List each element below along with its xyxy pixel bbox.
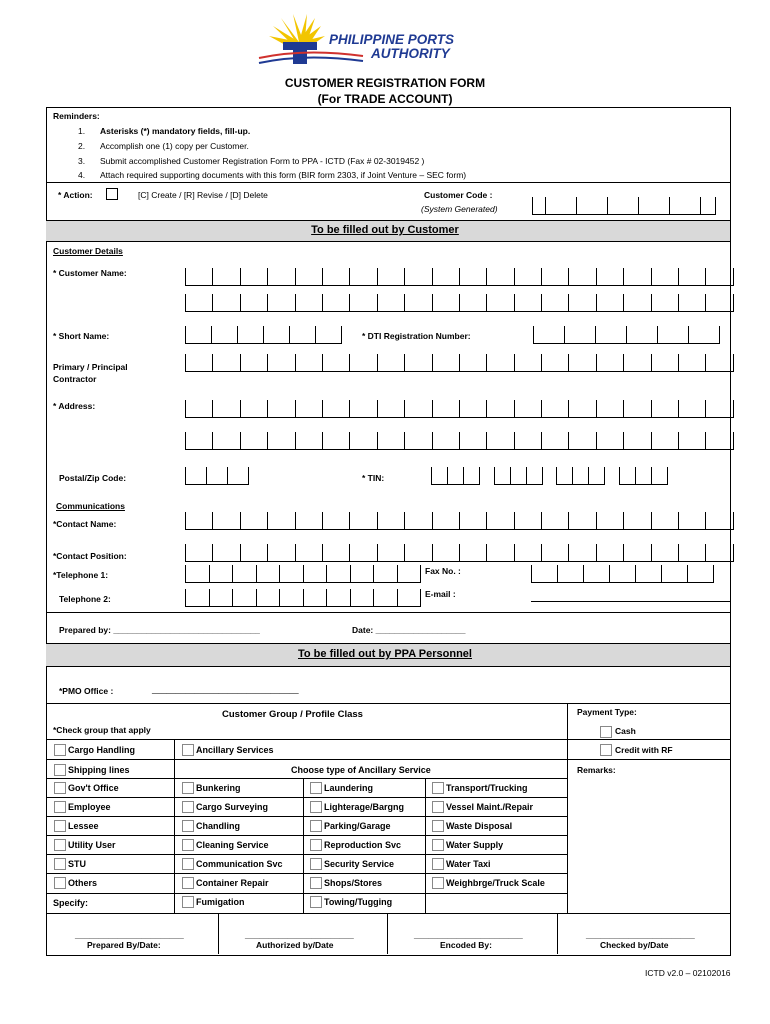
service-option-label: Reproduction Svc: [324, 840, 402, 850]
sig-line: _______________________: [75, 929, 184, 939]
telephone1-boxes[interactable]: [185, 565, 421, 583]
fax-boxes[interactable]: [531, 565, 714, 583]
service-option-checkbox[interactable]: [182, 801, 194, 813]
contact-position-label: *Contact Position:: [53, 551, 127, 561]
service-option-checkbox[interactable]: [432, 839, 444, 851]
tin-boxes-1[interactable]: [431, 467, 480, 485]
service-option-checkbox[interactable]: [432, 820, 444, 832]
ancillary-checkbox[interactable]: [182, 744, 194, 756]
grid-line: [218, 913, 219, 954]
ppa-banner-title: To be filled out by PPA Personnel: [298, 648, 472, 660]
reminder-text: Asterisks (*) mandatory fields, fill-up.: [100, 126, 251, 136]
pmo-label: *PMO Office :: [59, 686, 114, 696]
fax-label: Fax No. :: [425, 566, 461, 576]
short-name-label: * Short Name:: [53, 331, 110, 341]
cargo-handling-checkbox[interactable]: [54, 744, 66, 756]
contact-name-label: *Contact Name:: [53, 519, 117, 529]
address-label: * Address:: [53, 401, 96, 411]
tin-boxes-2[interactable]: [494, 467, 543, 485]
grid-line: [46, 759, 567, 760]
group-option-label: STU: [68, 859, 86, 869]
prepared-by-sig: Prepared By/Date:: [87, 940, 161, 950]
form-subtitle: (For TRADE ACCOUNT): [317, 92, 453, 106]
telephone1-label: *Telephone 1:: [53, 570, 109, 580]
check-group-label: *Check group that apply: [53, 725, 151, 735]
service-option-checkbox[interactable]: [310, 801, 322, 813]
sig-line: _______________________: [586, 929, 695, 939]
ppa-logo: [255, 12, 495, 70]
divider: [46, 182, 730, 183]
service-option-checkbox[interactable]: [182, 877, 194, 889]
group-option-label: Lessee: [68, 821, 99, 831]
grid-line: [46, 893, 567, 894]
service-option-label: Shops/Stores: [324, 878, 383, 888]
service-option-checkbox[interactable]: [432, 858, 444, 870]
customer-details-heading: Customer Details: [53, 246, 123, 256]
primary-contractor-boxes[interactable]: [185, 354, 734, 372]
telephone2-boxes[interactable]: [185, 589, 421, 607]
primary-contractor-label-2: Contractor: [53, 374, 97, 384]
service-option-checkbox[interactable]: [182, 782, 194, 794]
customer-code-note: (System Generated): [421, 204, 498, 214]
service-option-label: Lighterage/Bargng: [324, 802, 405, 812]
postal-boxes[interactable]: [185, 467, 249, 485]
customer-name-boxes-1[interactable]: [185, 268, 734, 286]
service-option-checkbox[interactable]: [310, 839, 322, 851]
service-option-label: Laundering: [324, 783, 373, 793]
reminder-text: Accomplish one (1) copy per Customer.: [100, 141, 249, 151]
sig-line: _______________________: [414, 929, 523, 939]
service-option-checkbox[interactable]: [310, 896, 322, 908]
grid-line: [46, 835, 567, 836]
service-option-checkbox[interactable]: [182, 820, 194, 832]
customer-name-label: * Customer Name:: [53, 268, 127, 278]
service-option-checkbox[interactable]: [182, 896, 194, 908]
service-option-label: Vessel Maint./Repair: [446, 802, 534, 812]
cash-checkbox[interactable]: [600, 726, 612, 738]
action-checkbox[interactable]: [106, 188, 118, 200]
customer-name-boxes-2[interactable]: [185, 294, 734, 312]
service-option-label: Communication Svc: [196, 859, 283, 869]
reminder-num: 3.: [78, 156, 86, 166]
service-option-checkbox[interactable]: [310, 782, 322, 794]
address-boxes-1[interactable]: [185, 400, 734, 418]
shipping-lines-label: Shipping lines: [68, 765, 130, 775]
shipping-lines-checkbox[interactable]: [54, 764, 66, 776]
grid-line: [425, 778, 426, 913]
grid-line: [46, 778, 567, 779]
service-option-checkbox[interactable]: [182, 839, 194, 851]
form-title: CUSTOMER REGISTRATION FORM: [284, 76, 486, 90]
pmo-line[interactable]: _______________________________: [152, 684, 299, 694]
credit-checkbox[interactable]: [600, 744, 612, 756]
grid-line: [46, 816, 567, 817]
grid-line: [303, 778, 304, 913]
divider: [46, 612, 730, 613]
specify-label: Specify:: [53, 898, 89, 908]
service-option-label: Cargo Surveying: [196, 802, 269, 812]
grid-line: [46, 873, 567, 874]
prepared-by: Prepared by: _______________________________: [59, 625, 260, 635]
dti-boxes[interactable]: [533, 326, 720, 344]
service-option-checkbox[interactable]: [432, 801, 444, 813]
service-option-label: Transport/Trucking: [446, 783, 528, 793]
remarks-label: Remarks:: [577, 765, 616, 775]
reminder-text: Attach required supporting documents with this form (BIR form 2303, if Joint Venture – SEC form): [100, 170, 467, 180]
email-line[interactable]: [531, 601, 731, 602]
credit-label: Credit with RF: [615, 745, 673, 755]
customer-banner-title: To be filled out by Customer: [311, 224, 459, 236]
logo-text-line1: PHILIPPINE PORTS: [329, 32, 455, 47]
service-option-checkbox[interactable]: [310, 877, 322, 889]
dti-label: * DTI Registration Number:: [362, 331, 471, 341]
service-option-label: Container Repair: [196, 878, 269, 888]
communications-heading: Communications: [56, 501, 125, 511]
service-option-label: Fumigation: [196, 897, 245, 907]
grid-line: [46, 797, 567, 798]
group-title: Customer Group / Profile Class: [222, 709, 363, 720]
customer-code-label: Customer Code :: [424, 190, 493, 200]
group-option-checkbox[interactable]: [54, 782, 66, 794]
group-option-checkbox[interactable]: [54, 820, 66, 832]
group-option-label: Others: [68, 878, 98, 888]
service-option-checkbox[interactable]: [432, 877, 444, 889]
grid-line: [174, 739, 175, 913]
service-option-label: Bunkering: [196, 783, 241, 793]
footer-version: ICTD v2.0 – 02102016: [645, 968, 731, 978]
group-option-checkbox[interactable]: [54, 877, 66, 889]
cash-label: Cash: [615, 726, 636, 736]
reminder-text: Submit accomplished Customer Registration Form to PPA - ICTD (Fax # 02-3019452 ): [100, 156, 425, 166]
action-options: [C] Create / [R] Revise / [D] Delete: [138, 190, 268, 200]
service-option-label: Cleaning Service: [196, 840, 269, 850]
group-option-label: Utility User: [68, 840, 116, 850]
telephone2-label: Telephone 2:: [59, 594, 111, 604]
group-option-checkbox[interactable]: [54, 839, 66, 851]
service-option-label: Weighbrge/Truck Scale: [446, 878, 545, 888]
divider: [567, 759, 730, 760]
reminder-num: 2.: [78, 141, 86, 151]
divider: [567, 739, 730, 740]
service-option-label: Waste Disposal: [446, 821, 513, 831]
grid-line: [46, 854, 567, 855]
email-label: E-mail :: [425, 589, 456, 599]
tin-boxes-3[interactable]: [556, 467, 605, 485]
service-option-checkbox[interactable]: [310, 858, 322, 870]
grid-line: [46, 913, 730, 914]
authorized-by-sig: Authorized by/Date: [256, 940, 334, 950]
tin-boxes-4[interactable]: [619, 467, 668, 485]
reminder-num: 4.: [78, 170, 86, 180]
ancillary-label: Ancillary Services: [196, 745, 274, 755]
contact-position-boxes[interactable]: [185, 544, 734, 562]
primary-contractor-label-1: Primary / Principal: [53, 362, 128, 372]
service-option-label: Security Service: [324, 859, 395, 869]
service-option-checkbox[interactable]: [182, 858, 194, 870]
grid-line: [387, 913, 388, 954]
cargo-handling-label: Cargo Handling: [68, 745, 135, 755]
reminders-heading: Reminders:: [53, 111, 100, 121]
grid-line: [557, 913, 558, 954]
service-option-label: Chandling: [196, 821, 240, 831]
checked-by-sig: Checked by/Date: [600, 940, 669, 950]
action-label: * Action:: [58, 190, 93, 200]
customer-code-boxes: [532, 197, 716, 215]
sig-line: _______________________: [245, 929, 354, 939]
service-option-checkbox[interactable]: [432, 782, 444, 794]
postal-label: Postal/Zip Code:: [59, 473, 127, 483]
service-option-label: Towing/Tugging: [324, 897, 393, 907]
service-option-label: Water Supply: [446, 840, 504, 850]
tin-label: * TIN:: [362, 473, 385, 483]
group-option-checkbox[interactable]: [54, 801, 66, 813]
logo-text-line2: AUTHORITY: [371, 46, 450, 61]
choose-type-label: Choose type of Ancillary Service: [291, 765, 431, 775]
service-option-checkbox[interactable]: [310, 820, 322, 832]
payment-type-label: Payment Type:: [577, 707, 637, 717]
service-option-label: Parking/Garage: [324, 821, 391, 831]
group-option-label: Gov't Office: [68, 783, 119, 793]
grid-line: [46, 739, 567, 740]
payment-divider: [567, 703, 568, 913]
service-option-label: Water Taxi: [446, 859, 491, 869]
encoded-by-sig: Encoded By:: [440, 940, 492, 950]
address-boxes-2[interactable]: [185, 432, 734, 450]
divider: [46, 703, 730, 704]
contact-name-boxes[interactable]: [185, 512, 734, 530]
short-name-boxes[interactable]: [185, 326, 342, 344]
group-option-label: Employee: [68, 802, 111, 812]
prepared-date: Date: ___________________: [352, 625, 466, 635]
reminder-num: 1.: [78, 126, 86, 136]
group-option-checkbox[interactable]: [54, 858, 66, 870]
